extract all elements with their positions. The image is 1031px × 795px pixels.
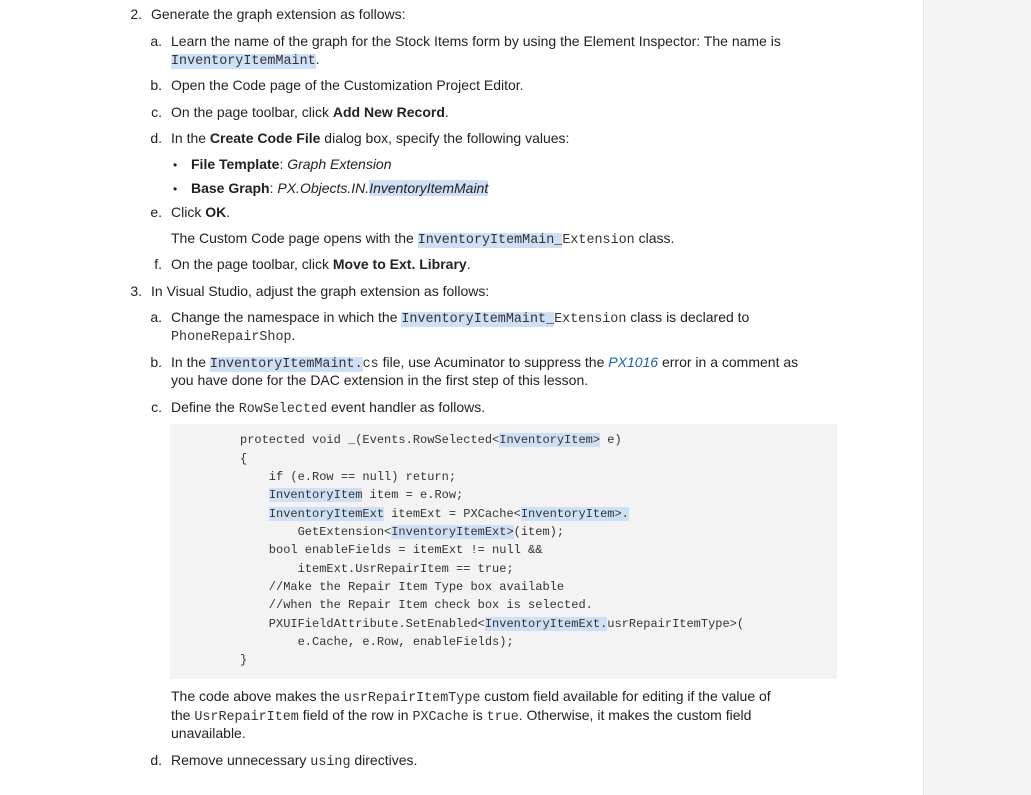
step-3a-number: a. <box>150 309 162 325</box>
step-3-intro: In Visual Studio, adjust the graph extension as follows: <box>151 283 490 299</box>
code-line: bool enableFields = itemExt != null && <box>240 543 543 557</box>
step-2d-number: d. <box>150 130 162 146</box>
step-2f-number: f. <box>154 256 162 272</box>
bullet-file-template: File Template: Graph Extension <box>191 156 392 172</box>
explanation-line-1: The code above makes the usrRepairItemType custom field available for editing if the value of <box>171 688 771 706</box>
step-3d-number: d. <box>150 752 162 768</box>
explanation-line-3: unavailable. <box>171 725 246 741</box>
step-2-intro: Generate the graph extension as follows: <box>151 6 406 22</box>
step-2a-text: Learn the name of the graph for the Stock Items form by using the Element Inspector: The name is <box>171 33 781 49</box>
add-new-record-label: Add New Record <box>332 104 445 120</box>
bullet-icon: • <box>173 182 178 196</box>
step-3a-text: Change the namespace in which the InventoryItemMaint_Extension class is declared to <box>171 309 750 327</box>
explanation-line-2: the UsrRepairItem field of the row in PXCache is true. Otherwise, it makes the custom field <box>171 707 752 725</box>
step-2a-line2: InventoryItemMaint. <box>171 51 320 69</box>
step-3b-line2: you have done for the DAC extension in the first step of this lesson. <box>171 372 589 388</box>
code-line: //Make the Repair Item Type box available <box>240 580 565 594</box>
step-2c-number: c. <box>151 104 162 120</box>
graph-name-code: InventoryItemMaint <box>171 54 316 69</box>
code-block <box>170 424 837 679</box>
right-sidebar <box>923 0 1031 795</box>
step-3b-number: b. <box>150 354 162 370</box>
code-line: itemExt.UsrRepairItem == true; <box>240 562 514 576</box>
code-line: e.Cache, e.Row, enableFields); <box>240 635 514 649</box>
step-2c-text: On the page toolbar, click Add New Record. <box>171 104 449 120</box>
code-line: } <box>240 653 248 667</box>
code-line: { <box>240 452 248 466</box>
code-line: InventoryItem item = e.Row; <box>268 488 464 502</box>
step-3c-number: c. <box>151 399 162 415</box>
step-2b-number: b. <box>150 77 162 93</box>
code-line: InventoryItemExt itemExt = PXCache<InventoryItem>. <box>268 507 629 521</box>
step-3c-text: Define the RowSelected event handler as follows. <box>171 399 486 417</box>
px1016-link[interactable]: PX1016 <box>608 354 659 370</box>
code-line: PXUIFieldAttribute.SetEnabled<InventoryItemExt.usrRepairItemType>( <box>240 617 745 631</box>
step-2e-text: Click OK. <box>171 204 231 220</box>
step-2e-note: The Custom Code page opens with the InventoryItemMain_Extension class. <box>171 230 675 248</box>
step-2e-number: e. <box>150 204 162 220</box>
ok-label: OK <box>205 204 227 220</box>
step-2d-text: In the Create Code File dialog box, specify the following values: <box>171 130 570 146</box>
create-code-file-label: Create Code File <box>209 130 321 146</box>
step-2b-text: Open the Code page of the Customization Project Editor. <box>171 77 524 93</box>
step-3b-text: In the InventoryItemMaint.cs file, use Acuminator to suppress the PX1016 error in a comment as <box>171 354 799 372</box>
step-2a-number: a. <box>150 33 162 49</box>
code-line: protected void _(Events.RowSelected<InventoryItem> e) <box>240 433 622 447</box>
step-2-number: 2. <box>130 6 142 22</box>
move-to-ext-library-label: Move to Ext. Library <box>332 256 467 272</box>
code-line: GetExtension<InventoryItemExt>(item); <box>240 525 565 539</box>
bullet-base-graph: Base Graph: PX.Objects.IN.InventoryItemMaint <box>191 180 489 196</box>
step-3-number: 3. <box>130 283 142 299</box>
code-line: //when the Repair Item check box is selected. <box>240 598 593 612</box>
step-3d-text: Remove unnecessary using directives. <box>171 752 418 770</box>
step-3a-line2: PhoneRepairShop. <box>171 327 296 345</box>
code-line: if (e.Row == null) return; <box>240 470 457 484</box>
step-2f-text: On the page toolbar, click Move to Ext. Library. <box>171 256 471 272</box>
bullet-icon: • <box>173 158 178 172</box>
